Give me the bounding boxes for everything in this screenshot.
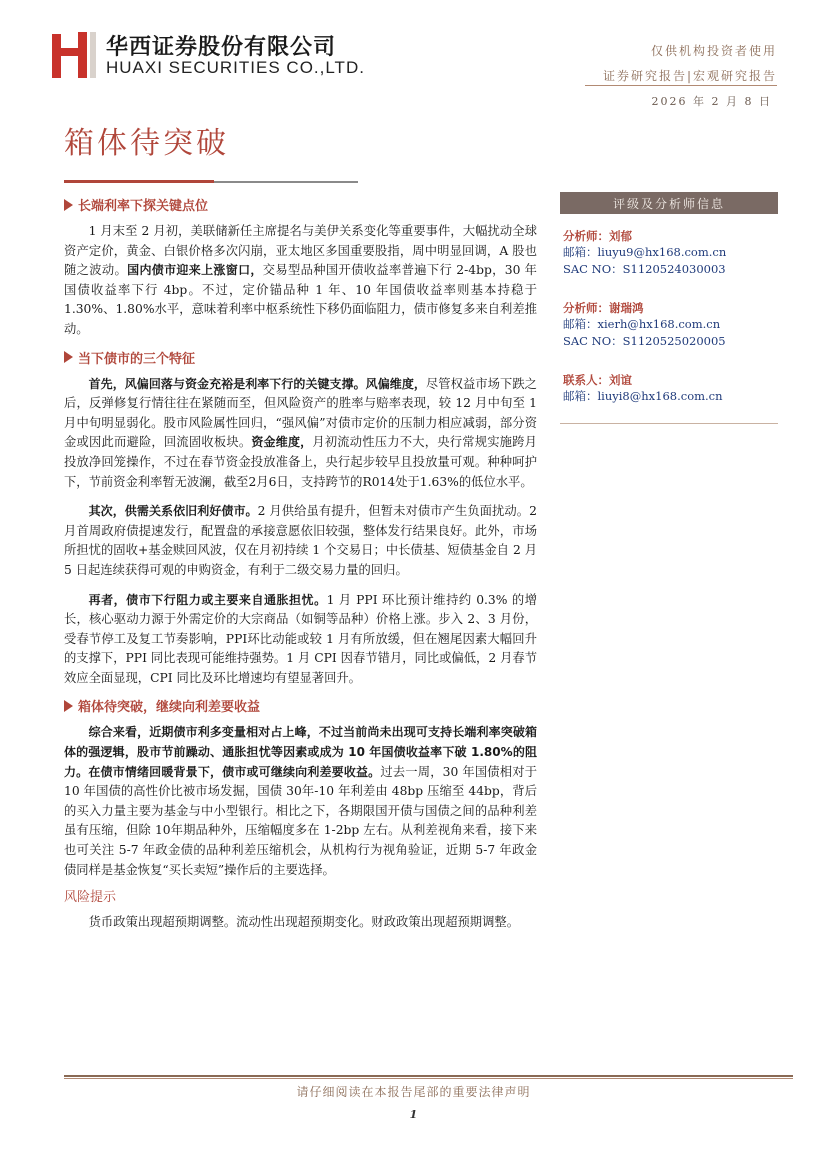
report-type: 证券研究报告|宏观研究报告: [602, 69, 777, 83]
section-heading: 长端利率下探关键点位: [64, 195, 537, 214]
analyst-name: 分析师：刘郁: [563, 229, 632, 243]
header-divider: [585, 85, 777, 86]
paragraph: 其次，供需关系依旧利好债市。2 月供给虽有提升，但暂未对债市产生负面扰动。2 月首周政府债提速发行，配置盘的承接意愿依旧较强，整体发行结果良好。此外，市场所担忧的固收+基金赎回风波，仅在月初持续 1 个交易日；中长债基、短债基金自 2 月 5 日起连续获得可观的申购资金，有利于二级交易力量的回归。: [64, 504, 537, 577]
risk-paragraph: 货币政策出现超预期调整。流动性出现超预期变化。财政政策出现超预期调整。: [88, 915, 519, 930]
contact-name: 联系人：刘谊: [563, 373, 632, 387]
company-name-cn: 华西证券股份有限公司: [106, 35, 337, 60]
paragraph: 再者，债市下行阻力或主要来自通胀担忧。1 月 PPI 环比预计维持约 0.3% 的增长，核心驱动力源于外需定价的大宗商品（如铜等品种）价格上涨。步入 2、3 月份，受春节停工及复工节奏影响，PPI环比动能或较 1 月有所放缓，但在翘尾因素大幅回升的支撑下，PPI 同比表现可能维持强势。1 月 CPI 因春节错月，同比或偏低，2 月春节效应全面显现，CPI 同比及环比增速均有望显著回升。: [64, 592, 537, 685]
paragraph: 综合来看，近期债市利多变量相对占上峰，不过当前尚未出现可支持长端利率突破箱体的强逻辑，股市节前躁动、通胀担忧等因素或成为 10 年国债收益率下破 1.80%的阻力。在债市情绪回暖背景下，债市或可继续向利差要收益。过去一周，30 年国债相对于 10 年国债的高性价比被市场发掘，国债 30年-10 年利差由 48bp 压缩至 44bp，背后的买入力量主要为基金与中小型银行。相比之下，各期限国开债与国债之间的品种利差虽有压缩，但除 10年期品种外，压缩幅度多在 1-2bp 左右。从利差视角来看，接下来也可关注 5-7 年政金债的品种利差压缩机会，从机构行为视角验证，近期 5-7 年政金债同样是基金恢复“买长卖短”操作后的主要选择。: [64, 725, 537, 877]
main-content: [64, 195, 537, 937]
risk-heading: 风险提示: [64, 890, 117, 906]
sidebar-body: [560, 214, 778, 424]
contact-card: [563, 372, 778, 405]
footer-divider: [64, 1075, 793, 1077]
company-name-en: HUAXI SECURITIES CO.,LTD.: [106, 58, 365, 77]
email-link[interactable]: xierh@hx168.com.cn: [597, 317, 721, 331]
title-underline-gray: [214, 181, 358, 183]
title-underline: [64, 180, 214, 183]
analyst-email: 邮箱：liuyu9@hx168.com.cn: [563, 245, 727, 259]
analyst-sidebar: [560, 192, 778, 424]
analyst-email: 邮箱：xierh@hx168.com.cn: [563, 317, 721, 331]
huaxi-logo-icon: [50, 30, 98, 80]
paragraph: 首先，风偏回落与资金充裕是利率下行的关键支撑。风偏维度，尽管权益市场下跌之后，反弹修复行情往往在紧随而至，但风险资产的胜率与赔率表现，较 12 月中旬至 1 月中旬明显弱化。股市风险属性回归，“强风偏”对债市定价的压制力相应减弱，部分资金或因此而避险，回流固收板块。资金维度，月初流动性压力不大，央行常规实施跨月投放净回笼操作，不过在春节资金投放准备上，央行起步较早且投放量可观。种种呵护下，节前资金利率暂无波澜，截至2月6日，支持跨节的R014处于1.63%的低位水平。: [64, 376, 537, 489]
triangle-bullet-icon: [64, 351, 73, 363]
footer-disclaimer: 请仔细阅读在本报告尾部的重要法律声明: [296, 1085, 531, 1099]
contact-email: 邮箱：liuyi8@hx168.com.cn: [563, 389, 723, 403]
triangle-bullet-icon: [64, 199, 73, 211]
section-heading: 箱体待突破，继续向利差要收益: [64, 696, 537, 715]
analyst-card: [563, 300, 778, 350]
audience-note: 仅供机构投资者使用: [650, 44, 777, 58]
email-link[interactable]: liuyi8@hx168.com.cn: [597, 389, 723, 403]
sidebar-header: 评级及分析师信息: [560, 192, 778, 214]
report-date: 2026 年 2 月 8 日: [651, 95, 772, 108]
triangle-bullet-icon: [64, 700, 73, 712]
email-link[interactable]: liuyu9@hx168.com.cn: [597, 245, 727, 259]
analyst-card: [563, 228, 778, 278]
footer-divider-thin: [64, 1078, 793, 1079]
page-title: 箱体待突破: [64, 126, 229, 161]
analyst-sac: SAC NO：S1120525020005: [563, 334, 726, 348]
paragraph: 1 月末至 2 月初，美联储新任主席提名与美伊关系变化等重要事件，大幅扰动全球资产定价，黄金、白银价格多次闪崩，亚太地区多国重要股指，周中明显回调，A 股也随之波动。国内债市迎来上涨窗口，交易型品种国开债收益率普遍下行 2-4bp，30 年国债收益率下行 4bp。不过，定价锚品种 1 年、10 年国债收益率则基本持稳于 1.30%、1.80%水平，意味着利率中枢系统性下移仍面临阻力，债市修复多来自利差推动。: [64, 224, 537, 336]
section-heading: 当下债市的三个特征: [64, 348, 537, 367]
analyst-sac: SAC NO：S1120524030003: [563, 262, 726, 276]
analyst-name: 分析师：谢瑞鸿: [563, 301, 644, 315]
page-number: 1: [409, 1108, 418, 1121]
